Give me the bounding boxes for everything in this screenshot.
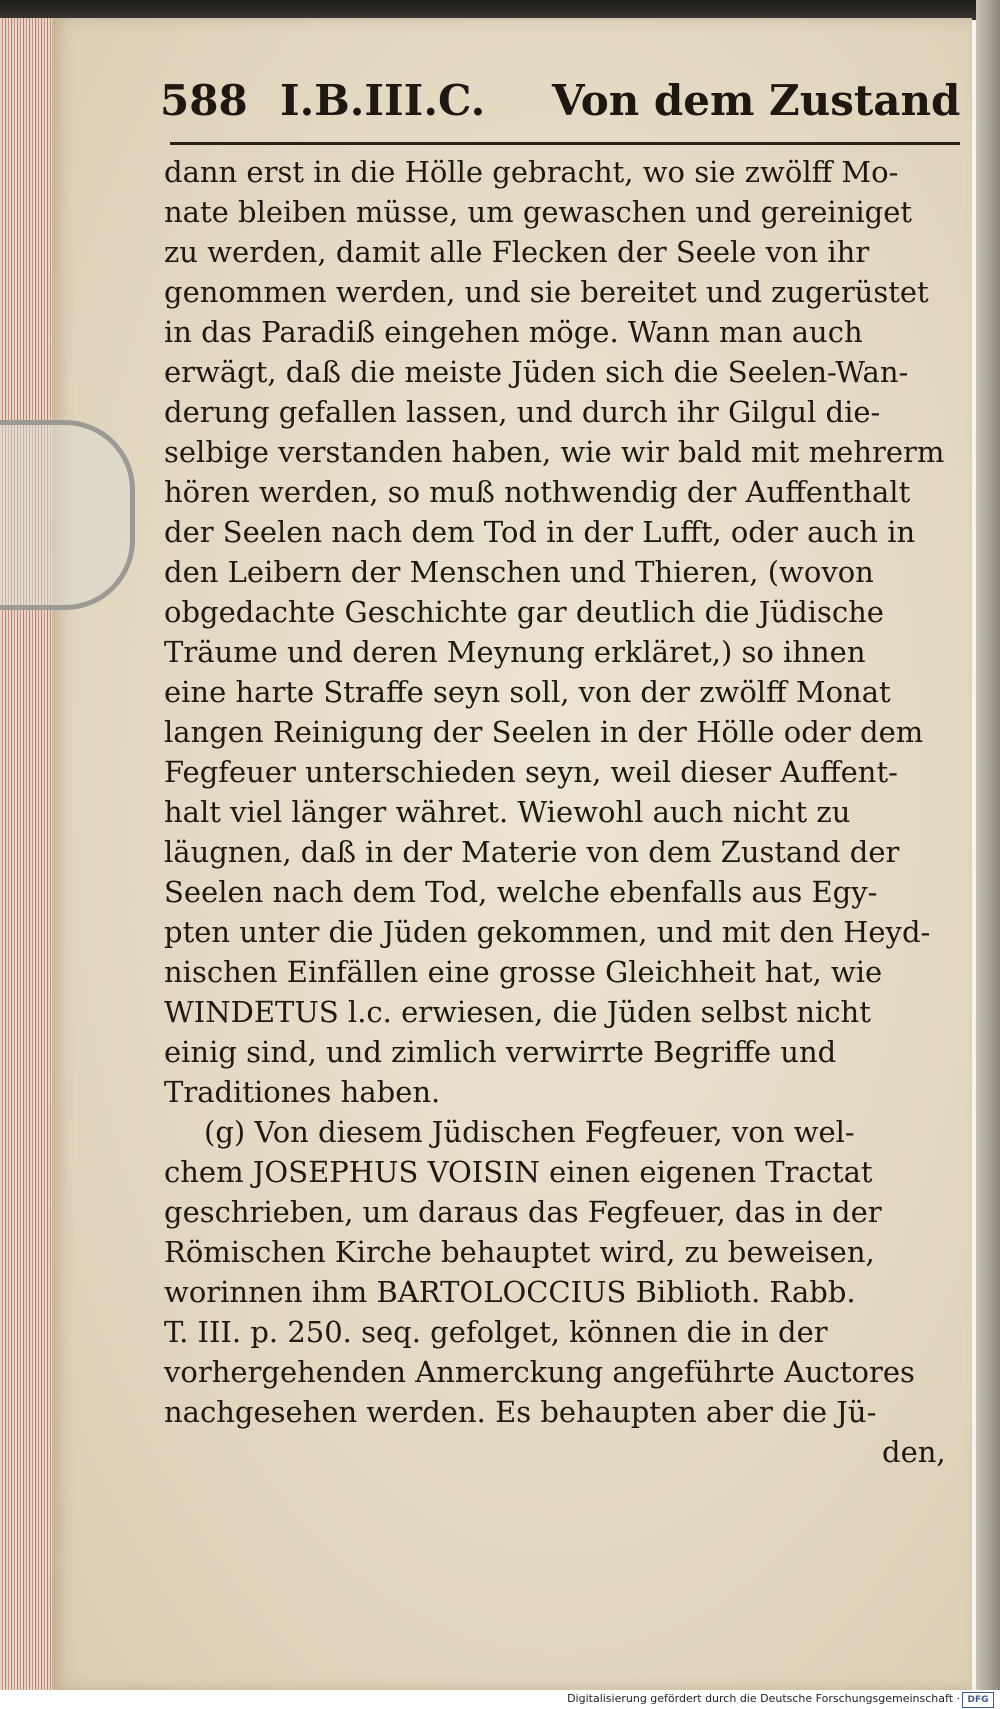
text-line: eine harte Straffe seyn soll, von der zwölff Monat [164,675,891,709]
text-line: läugnen, daß in der Materie von dem Zustand der [164,835,900,869]
text-line: nate bleiben müsse, um gewaschen und gereiniget [164,195,913,229]
text-line: in das Paradiß eingehen möge. Wann man auch [164,315,863,349]
dfg-logo: DFG [962,1692,994,1708]
text-line: pten unter die Jüden gekommen, und mit den Heyd- [164,915,931,949]
footnote-start-line: (g) Von diesem Jüdischen Fegfeuer, von wel- [204,1115,855,1149]
text-line: einig sind, und zimlich verwirrte Begriffe und [164,1035,837,1069]
text-line: Träume und deren Meynung erkläret,) so ihnen [164,635,866,669]
text-line: WINDETUS l.c. erwiesen, die Jüden selbst nicht [164,995,871,1029]
section-reference: I.B.III.C. [280,76,486,125]
text-line: dann erst in die Hölle gebracht, wo sie zwölff Mo- [164,155,899,189]
text-line: nachgesehen werden. Es behaupten aber die Jü- [164,1395,877,1429]
funding-credit: Digitalisierung gefördert durch die Deutsche Forschungsgemeinschaft · [567,1692,960,1705]
scan-top-border [0,0,1000,20]
text-line: Traditiones haben. [164,1075,441,1109]
text-line: Seelen nach dem Tod, welche ebenfalls aus Egy- [164,875,878,909]
book-page-edges [0,18,54,1690]
text-line: Fegfeuer unterschieden seyn, weil dieser Auffent- [164,755,898,789]
text-line: halt viel länger währet. Wiewohl auch nicht zu [164,795,851,829]
text-line: selbige verstanden haben, wie wir bald mit mehrerm [164,435,945,469]
page-clip [0,420,135,610]
header-rule [170,142,960,145]
text-line: worinnen ihm BARTOLOCCIUS Biblioth. Rabb. [164,1275,856,1309]
digitization-footer [0,1690,1000,1709]
text-line: zu werden, damit alle Flecken der Seele von ihr [164,235,870,269]
text-line: langen Reinigung der Seelen in der Hölle oder dem [164,715,924,749]
text-line: T. III. p. 250. seq. gefolget, können die in der [164,1315,828,1349]
catchword: den, [882,1435,946,1469]
text-line: Römischen Kirche behauptet wird, zu beweisen, [164,1235,875,1269]
text-line: hören werden, so muß nothwendig der Auffenthalt [164,475,911,509]
text-line: derung gefallen lassen, und durch ihr Gilgul die- [164,395,881,429]
text-line: erwägt, daß die meiste Jüden sich die Seelen-Wan- [164,355,909,389]
text-line: der Seelen nach dem Tod in der Lufft, oder auch in [164,515,916,549]
text-line: obgedachte Geschichte gar deutlich die Jüdische [164,595,884,629]
text-line: den Leibern der Menschen und Thieren, (wovon [164,555,874,589]
running-header [160,76,960,140]
text-line: geschrieben, um daraus das Fegfeuer, das in der [164,1195,882,1229]
text-line: vorhergehenden Anmerckung angeführte Auctores [164,1355,915,1389]
page-number: 588 [160,76,248,125]
running-title: Von dem Zustand [552,76,961,125]
text-line: genommen werden, und sie bereitet und zugerüstet [164,275,929,309]
scan-right-border [976,0,1000,1690]
text-line: nischen Einfällen eine grosse Gleichheit hat, wie [164,955,883,989]
text-line: chem JOSEPHUS VOISIN einen eigenen Tractat [164,1155,873,1189]
